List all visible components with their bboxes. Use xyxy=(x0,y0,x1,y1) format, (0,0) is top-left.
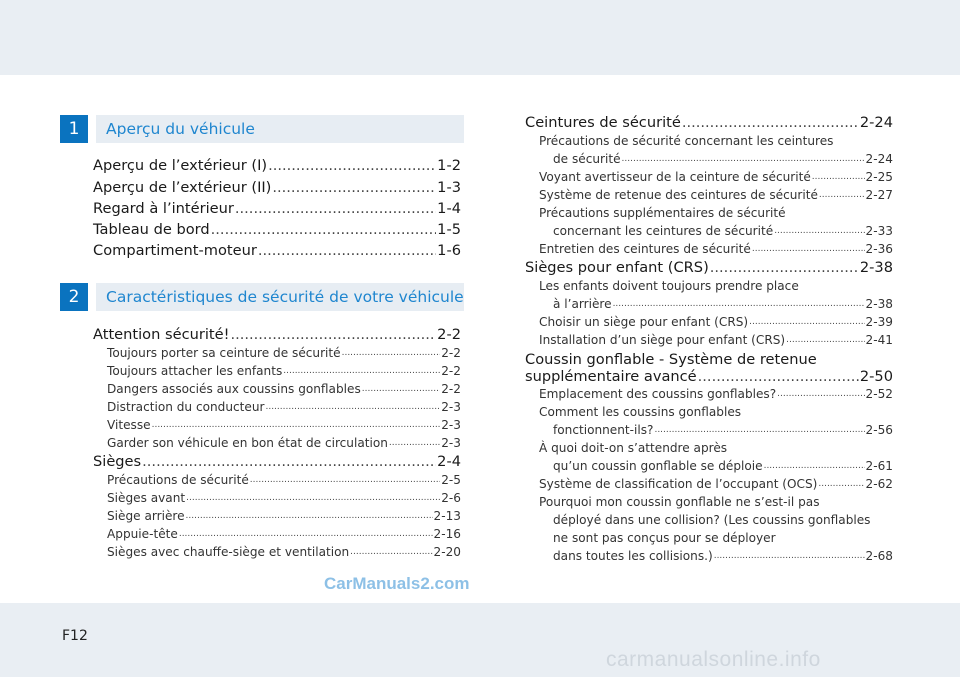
toc-subentry-label: Choisir un siège pour enfant (CRS) xyxy=(539,315,749,329)
toc-subentry-label: Précautions de sécurité xyxy=(107,473,249,487)
dot-leader xyxy=(764,458,865,475)
dot-leader xyxy=(749,314,864,331)
toc-subentry-line: Comment les coussins gonflables xyxy=(539,405,742,419)
dot-leader xyxy=(389,435,440,452)
dot-leader xyxy=(818,476,864,493)
section-number: 1 xyxy=(60,115,88,143)
dot-leader xyxy=(714,548,865,565)
toc-subentry-label: Vitesse xyxy=(107,418,151,432)
toc-subentry-page: 2-36 xyxy=(865,242,893,256)
toc-subentry[interactable] xyxy=(553,548,893,565)
toc-subentry[interactable] xyxy=(539,476,893,493)
dot-leader xyxy=(250,472,440,489)
toc-subentry-page: 2-62 xyxy=(865,477,893,491)
toc-entry[interactable] xyxy=(93,325,461,345)
toc-subentry-label: qu’un coussin gonflable se déploie xyxy=(553,459,763,473)
toc-subentry-line: Précautions supplémentaires de sécurité xyxy=(539,206,786,220)
toc-entry[interactable] xyxy=(93,199,461,219)
toc-subentry-page: 2-2 xyxy=(441,364,461,378)
toc-entry-page: 2-4 xyxy=(437,453,461,470)
dot-leader xyxy=(682,113,859,133)
dot-leader xyxy=(698,367,859,387)
toc-subentry[interactable] xyxy=(107,417,461,434)
toc-subentry-label: dans toutes les collisions.) xyxy=(553,549,713,563)
toc-entry-line: Coussin gonflable - Système de retenue xyxy=(525,351,817,368)
toc-subentry-page: 2-20 xyxy=(433,545,461,559)
dot-leader xyxy=(186,508,433,525)
toc-entry-page: 1-5 xyxy=(437,221,461,238)
toc-entry[interactable] xyxy=(93,220,461,240)
toc-subentry[interactable] xyxy=(553,422,893,439)
section-title: Caractéristiques de sécurité de votre véhicule xyxy=(96,283,464,311)
toc-entry-page: 2-50 xyxy=(859,368,893,385)
toc-subentry-label: Garder son véhicule en bon état de circulation xyxy=(107,436,388,450)
dot-leader xyxy=(774,223,864,240)
toc-subentry-line: Pourquoi mon coussin gonflable ne s’est-il pas xyxy=(539,495,820,509)
toc-entry-label: Aperçu de l’extérieur (II) xyxy=(93,179,272,196)
dot-leader xyxy=(283,363,440,380)
dot-leader xyxy=(258,241,436,261)
toc-subentry-label: Système de classification de l’occupant (OCS) xyxy=(539,477,818,491)
toc-entry[interactable] xyxy=(93,452,461,472)
section-2-header xyxy=(60,283,464,311)
toc-subentry[interactable] xyxy=(107,472,461,489)
dot-leader xyxy=(622,151,865,168)
toc-entry-label: Attention sécurité! xyxy=(93,326,230,343)
dot-leader xyxy=(812,169,865,186)
toc-subentry-page: 2-25 xyxy=(865,170,893,184)
toc-entry[interactable] xyxy=(93,156,461,176)
toc-entry-label: Ceintures de sécurité xyxy=(525,114,681,131)
toc-subentry-page: 2-52 xyxy=(865,387,893,401)
toc-subentry-line: déployé dans une collision? (Les coussins gonflables xyxy=(553,513,871,527)
toc-entry-label: Compartiment-moteur xyxy=(93,242,257,259)
dot-leader xyxy=(752,241,865,258)
toc-subentry-page: 2-16 xyxy=(433,527,461,541)
toc-subentry[interactable] xyxy=(107,490,461,507)
toc-subentry-page: 2-27 xyxy=(865,188,893,202)
dot-leader xyxy=(179,526,433,543)
toc-subentry-page: 2-41 xyxy=(865,333,893,347)
toc-subentry-page: 2-6 xyxy=(441,491,461,505)
toc-subentry-label: Siège arrière xyxy=(107,509,185,523)
toc-subentry[interactable] xyxy=(539,187,893,204)
toc-subentry-page: 2-61 xyxy=(865,459,893,473)
dot-leader xyxy=(654,422,864,439)
dot-leader xyxy=(613,296,865,313)
toc-subentry-label: fonctionnent-ils? xyxy=(553,423,654,437)
toc-entry[interactable] xyxy=(525,367,893,387)
toc-entry-page: 2-38 xyxy=(859,259,893,276)
watermark-text: CarManuals2.com xyxy=(324,574,470,593)
dot-leader xyxy=(211,220,437,240)
toc-subentry-label: Sièges avant xyxy=(107,491,186,505)
dot-leader xyxy=(268,156,436,176)
toc-entry-label: Aperçu de l’extérieur (I) xyxy=(93,157,268,174)
toc-subentry-page: 2-13 xyxy=(433,509,461,523)
toc-subentry-page: 2-3 xyxy=(441,418,461,432)
top-band xyxy=(0,0,960,75)
toc-subentry[interactable] xyxy=(107,544,461,561)
toc-entry-label: Sièges pour enfant (CRS) xyxy=(525,259,709,276)
toc-subentry[interactable] xyxy=(539,332,893,349)
toc-subentry-page: 2-24 xyxy=(865,152,893,166)
toc-subentry-page: 2-3 xyxy=(441,400,461,414)
toc-subentry-page: 2-2 xyxy=(441,382,461,396)
toc-subentry-line: À quoi doit-on s’attendre après xyxy=(539,441,728,455)
toc-subentry-label: Voyant avertisseur de la ceinture de sécurité xyxy=(539,170,811,184)
toc-subentry[interactable] xyxy=(107,381,461,398)
dot-leader xyxy=(152,417,441,434)
toc-subentry-page: 2-3 xyxy=(441,436,461,450)
toc-entry-label: Tableau de bord xyxy=(93,221,210,238)
toc-subentry[interactable] xyxy=(539,314,893,331)
toc-subentry-label: à l’arrière xyxy=(553,297,612,311)
toc-subentry-label: Emplacement des coussins gonflables? xyxy=(539,387,777,401)
toc-subentry-label: Appuie-tête xyxy=(107,527,178,541)
dot-leader xyxy=(819,187,865,204)
dot-leader xyxy=(235,199,436,219)
dot-leader xyxy=(786,332,864,349)
toc-entry[interactable] xyxy=(93,241,461,261)
toc-entry-label: Sièges xyxy=(93,453,142,470)
toc-entry-page: 1-3 xyxy=(437,179,461,196)
toc-entry-label: Regard à l’intérieur xyxy=(93,200,234,217)
toc-entry-page: 1-6 xyxy=(437,242,461,259)
toc-subentry-page: 2-56 xyxy=(865,423,893,437)
section-1-header xyxy=(60,115,464,143)
toc-subentry-label: Sièges avec chauffe-siège et ventilation xyxy=(107,545,350,559)
toc-subentry[interactable] xyxy=(107,399,461,416)
toc-subentry-label: Toujours porter sa ceinture de sécurité xyxy=(107,346,341,360)
toc-subentry[interactable] xyxy=(553,223,893,240)
section-number: 2 xyxy=(60,283,88,311)
toc-subentry-line: Précautions de sécurité concernant les ceintures xyxy=(539,134,834,148)
toc-subentry-page: 2-68 xyxy=(865,549,893,563)
toc-entry[interactable] xyxy=(525,113,893,133)
toc-subentry[interactable] xyxy=(107,345,461,362)
toc-subentry-page: 2-38 xyxy=(865,297,893,311)
toc-entry-page: 1-4 xyxy=(437,200,461,217)
page-number: F12 xyxy=(62,628,88,644)
dot-leader xyxy=(265,399,440,416)
toc-entry-page: 2-2 xyxy=(437,326,461,343)
toc-subentry-page: 2-33 xyxy=(865,224,893,238)
dot-leader xyxy=(362,381,440,398)
toc-subentry-label: Distraction du conducteur xyxy=(107,400,265,414)
toc-subentry[interactable] xyxy=(553,296,893,313)
section-title: Aperçu du véhicule xyxy=(96,115,464,143)
toc-subentry[interactable] xyxy=(539,386,893,403)
toc-subentry-label: Système de retenue des ceintures de sécurité xyxy=(539,188,818,202)
dot-leader xyxy=(777,386,864,403)
toc-entry-page: 2-24 xyxy=(859,114,893,131)
toc-subentry-label: Dangers associés aux coussins gonflables xyxy=(107,382,361,396)
dot-leader xyxy=(272,178,436,198)
toc-subentry-label: concernant les ceintures de sécurité xyxy=(553,224,774,238)
toc-subentry[interactable] xyxy=(539,241,893,258)
dot-leader xyxy=(142,452,436,472)
toc-entry[interactable] xyxy=(93,178,461,198)
toc-subentry-line: Les enfants doivent toujours prendre place xyxy=(539,279,799,293)
toc-subentry[interactable] xyxy=(107,435,461,452)
toc-subentry[interactable] xyxy=(539,169,893,186)
toc-entry-label: supplémentaire avancé xyxy=(525,368,697,385)
site-watermark: carmanualsonline.info xyxy=(606,648,821,671)
toc-subentry[interactable] xyxy=(107,363,461,380)
toc-subentry-label: de sécurité xyxy=(553,152,621,166)
dot-leader xyxy=(342,345,441,362)
toc-subentry-label: Installation d’un siège pour enfant (CRS) xyxy=(539,333,786,347)
dot-leader xyxy=(350,544,432,561)
toc-subentry-page: 2-39 xyxy=(865,315,893,329)
toc-subentry-page: 2-2 xyxy=(441,346,461,360)
toc-subentry-line: ne sont pas conçus pour se déployer xyxy=(553,531,776,545)
dot-leader xyxy=(710,258,859,278)
toc-subentry-label: Toujours attacher les enfants xyxy=(107,364,283,378)
dot-leader xyxy=(230,325,436,345)
toc-subentry[interactable] xyxy=(107,526,461,543)
toc-subentry-page: 2-5 xyxy=(441,473,461,487)
toc-subentry[interactable] xyxy=(553,151,893,168)
toc-subentry[interactable] xyxy=(107,508,461,525)
toc-entry[interactable] xyxy=(525,258,893,278)
toc-entry-page: 1-2 xyxy=(437,157,461,174)
toc-subentry-label: Entretien des ceintures de sécurité xyxy=(539,242,751,256)
dot-leader xyxy=(186,490,440,507)
toc-subentry[interactable] xyxy=(553,458,893,475)
